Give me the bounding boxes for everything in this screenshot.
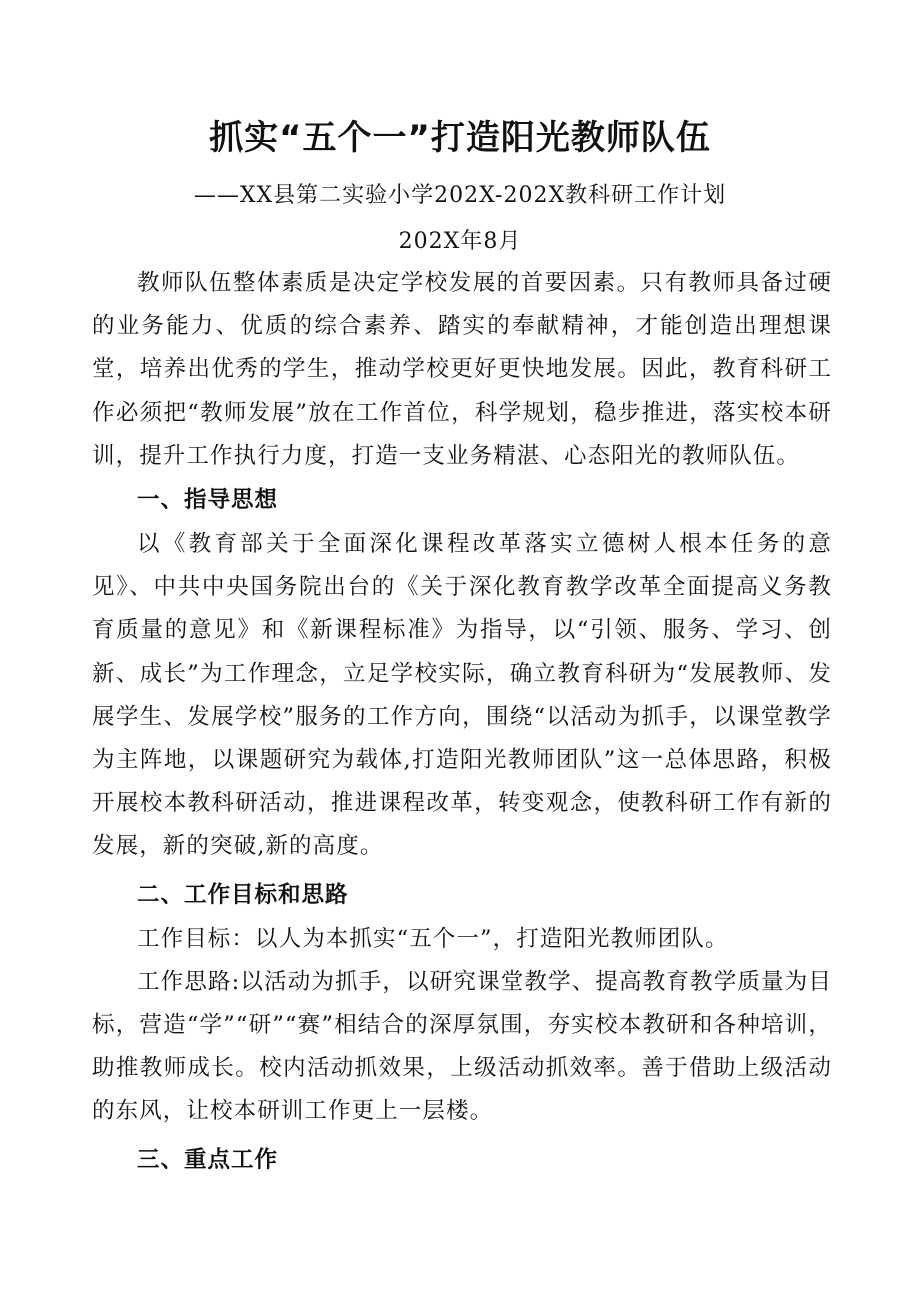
section-heading-guiding-ideology: 一、指导思想 xyxy=(137,487,279,514)
guiding-ideology-paragraph: 以《教育部关于全面深化课程改革落实立德树人根本任务的意见》、中共中央国务院出台的《关于深化教育教学改革全面提高义务教育质量的意见》和《新课程标准》为指导，以“引领、服务、学习、创新、成长”为工作理念，立足学校实际，确立教育科研为“发展教师、发展学生、发展学校”服务的工作方向，围绕“以活动为抓手，以课堂教学为主阵地，以课题研究为载体,打造阳光教师团队”这一总体思路，积极开展校本教科研活动，推进课程改革，转变观念，使教科研工作有新的发展，新的突破,新的高度。 xyxy=(92,531,832,860)
intro-paragraph: 教师队伍整体素质是决定学校发展的首要因素。只有教师具备过硬的业务能力、优质的综合素养、踏实的奉献精神，才能创造出理想课堂，培养出优秀的学生，推动学校更好更快地发展。因此，教育科研工作必须把“教师发展”放在工作首位，科学规划，稳步推进，落实校本研训，提升工作执行力度，打造一支业务精湛、心态阳光的教师队伍。 xyxy=(92,270,832,469)
section-heading-goals-and-approach: 二、工作目标和思路 xyxy=(137,881,349,908)
document-date: 202X年8月 xyxy=(398,229,522,254)
document-title: 抓实“五个一”打造阳光教师队伍 xyxy=(209,118,711,158)
document-subtitle: ——XX县第二实验小学202X-202X教科研工作计划 xyxy=(193,183,727,208)
section-heading-key-work: 三、重点工作 xyxy=(137,1146,279,1173)
work-approach-paragraph: 工作思路:以活动为抓手，以研究课堂教学、提高教育教学质量为目标，营造“学”“研”“赛”相结合的深厚氛围，夯实校本教研和各种培训，助推教师成长。校内活动抓效果，上级活动抓效率。善于借助上级活动的东风，让校本研训工作更上一层楼。 xyxy=(92,968,832,1125)
document-body xyxy=(92,262,832,1183)
work-goal-paragraph: 工作目标：以人为本抓实“五个一”，打造阳光教师团队。 xyxy=(137,925,729,952)
